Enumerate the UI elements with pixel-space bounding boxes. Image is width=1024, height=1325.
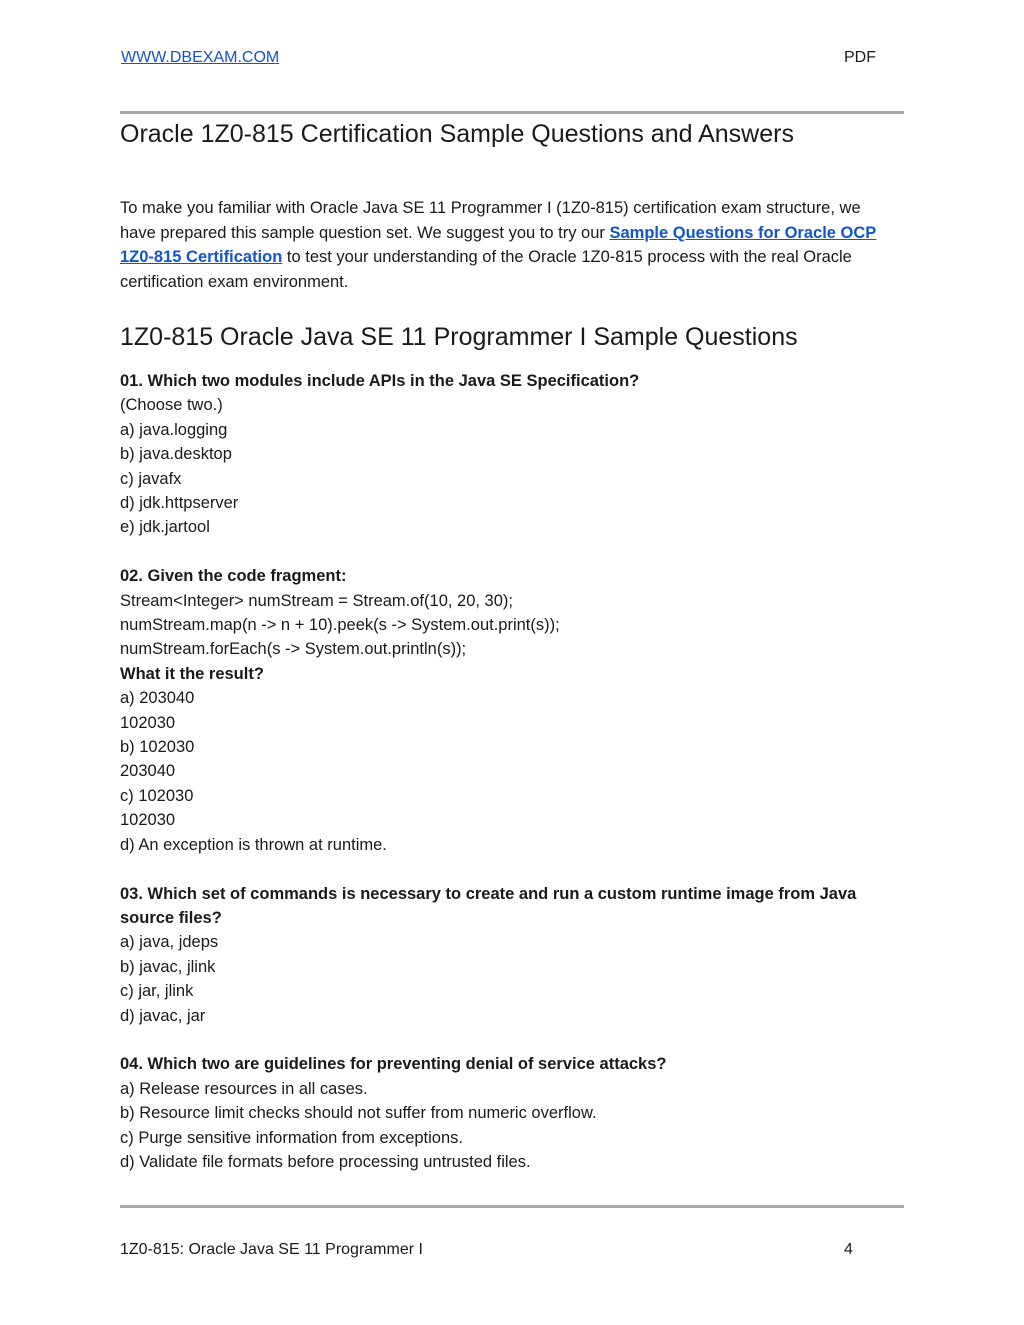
- question-01: [120, 369, 910, 540]
- pdf-label: PDF: [844, 49, 876, 66]
- answer-option: a) Release resources in all cases.: [120, 1079, 368, 1098]
- answer-option: c) jar, jlink: [120, 982, 194, 1001]
- intro-text-after: to test your understanding of the Oracle 1Z0-815 process with the real Oracle certification exam environment.: [120, 248, 852, 291]
- question-02: [120, 564, 910, 857]
- answer-option-continuation: 102030: [120, 811, 176, 830]
- site-link[interactable]: WWW.DBEXAM.COM: [121, 49, 280, 66]
- question-04: [120, 1052, 910, 1174]
- answer-option: a) 203040: [120, 689, 195, 708]
- sample-questions-link[interactable]: Sample Questions for Oracle OCP 1Z0-815 Certification: [120, 223, 877, 266]
- intro-text-before: To make you familiar with Oracle Java SE 11 Programmer I (1Z0-815) certification exam structure, we have prepared this sample question set. We suggest you to try our: [120, 199, 861, 242]
- code-line: numStream.forEach(s -> System.out.println(s));: [120, 640, 467, 659]
- answer-option-continuation: 203040: [120, 762, 176, 781]
- answer-option: b) java.desktop: [120, 445, 232, 464]
- footer-doc-title: 1Z0-815: Oracle Java SE 11 Programmer I: [120, 1241, 423, 1258]
- answer-option: b) Resource limit checks should not suffer from numeric overflow.: [120, 1104, 597, 1123]
- intro-paragraph: [120, 196, 880, 294]
- answer-option: b) javac, jlink: [120, 957, 216, 976]
- question-stem: 04. Which two are guidelines for preventing denial of service attacks?: [120, 1055, 667, 1074]
- header-divider: [120, 111, 904, 114]
- answer-option: c) javafx: [120, 469, 182, 488]
- answer-option: c) 102030: [120, 786, 194, 805]
- question-stem: 02. Given the code fragment:: [120, 567, 347, 586]
- question-sub-stem: What it the result?: [120, 664, 264, 683]
- answer-option: d) An exception is thrown at runtime.: [120, 835, 387, 854]
- answer-option: e) jdk.jartool: [120, 518, 210, 537]
- question-03: [120, 882, 910, 1028]
- answer-option-continuation: 102030: [120, 713, 176, 732]
- questions-list: [120, 369, 910, 1199]
- answer-option: d) Validate file formats before processing untrusted files.: [120, 1152, 531, 1171]
- question-stem: 01. Which two modules include APIs in the Java SE Specification?: [120, 372, 640, 390]
- code-line: numStream.map(n -> n + 10).peek(s -> System.out.print(s));: [120, 616, 560, 635]
- question-note: (Choose two.): [120, 396, 223, 415]
- question-stem: 03. Which set of commands is necessary to create and run a custom runtime image from Java source files?: [120, 884, 857, 927]
- answer-option: d) jdk.httpserver: [120, 494, 239, 513]
- answer-option: a) java.logging: [120, 420, 228, 439]
- answer-option: c) Purge sensitive information from exceptions.: [120, 1128, 463, 1147]
- section-title: 1Z0-815 Oracle Java SE 11 Programmer I Sample Questions: [120, 323, 798, 351]
- page-title: Oracle 1Z0-815 Certification Sample Questions and Answers: [120, 120, 794, 148]
- code-line: Stream<Integer> numStream = Stream.of(10, 20, 30);: [120, 591, 513, 610]
- answer-option: b) 102030: [120, 738, 195, 757]
- page-number: 4: [844, 1241, 853, 1258]
- answer-option: d) javac, jar: [120, 1006, 206, 1025]
- footer-divider: [120, 1205, 904, 1208]
- answer-option: a) java, jdeps: [120, 933, 219, 952]
